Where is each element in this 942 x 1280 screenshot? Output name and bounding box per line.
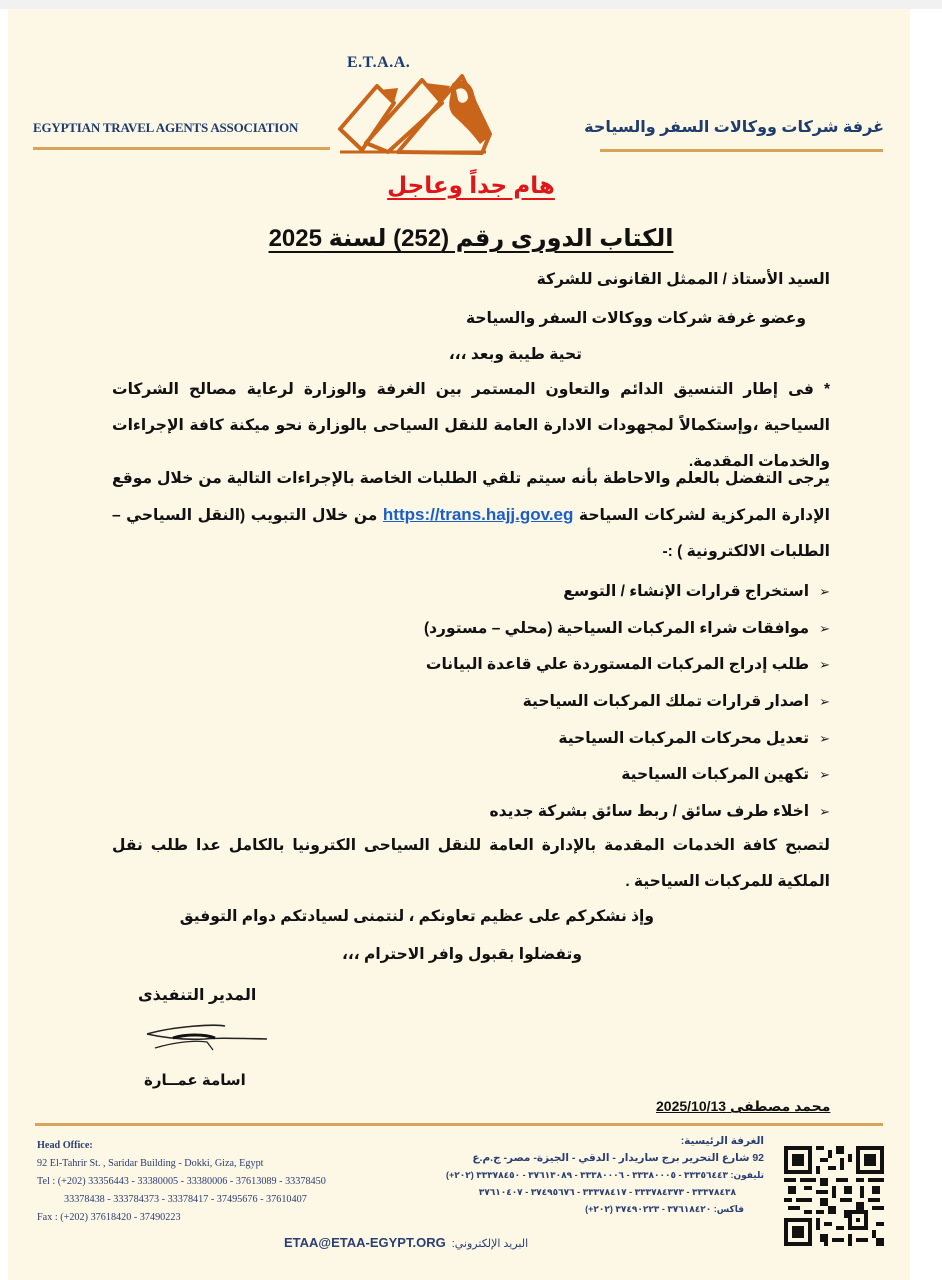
footer-fax-en: Fax : (+202) 37618420 - 37490223 xyxy=(37,1212,181,1223)
arrow-bullet-icon: ➢ xyxy=(819,584,830,600)
association-name-en: EGYPTIAN TRAVEL AGENTS ASSOCIATION xyxy=(33,120,299,135)
list-item-text: اخلاء طرف سائق / ربط سائق بشركة جديده xyxy=(489,802,810,820)
signatory-name: اسامة عمــارة xyxy=(144,1072,246,1089)
salutation-line-1: السيد الأستاذ / الممثل القانونى للشركة xyxy=(536,271,830,288)
arrow-bullet-icon: ➢ xyxy=(819,657,830,673)
notice-text-after-link: من خلال التبويب (النقل السياحي – الطلبات الالكترونية ) :- xyxy=(112,507,830,560)
arrow-bullet-icon: ➢ xyxy=(819,730,830,746)
arrow-bullet-icon: ➢ xyxy=(819,620,830,636)
top-bar xyxy=(0,0,942,9)
arrow-bullet-icon: ➢ xyxy=(819,694,830,710)
list-item-text: طلب إدراج المركبات المستوردة علي قاعدة البيانات xyxy=(425,656,810,674)
conclusion-paragraph: لتصبح كافة الخدمات المقدمة بالإدارة العامة للنقل السياحى الكترونيا بالكامل عدا طلب نقل الملكية للمركبات السياحية . xyxy=(112,837,830,890)
pyramids-sphinx-logo-icon xyxy=(332,68,492,158)
list-item-text: موافقات شراء المركبات السياحية (محلي – مستورد) xyxy=(423,619,810,637)
footer-tel-ar-2: ٣٣٣٧٨٤٣٨ - ٣٣٣٧٨٤٣٧٣ - ٣٣٣٧٨٤١٧ - ٣٧٤٩٥٦٧٦ - ٣٧٦١٠٤٠٧ xyxy=(478,1187,736,1197)
list-item xyxy=(424,794,830,831)
procedures-list xyxy=(424,574,830,830)
qr-code-icon xyxy=(784,1146,884,1246)
intro-paragraph: * فى إطار التنسيق الدائم والتعاون المستمر بين الغرفة والوزارة لرعاية مصالح الشركات السياحية ،وإستكمالاً لمجهودات الادارة العامة للنقل السياحى بالوزارة نحو ميكنة كافة الإجراءات والخدمات المقدمة. xyxy=(112,381,830,470)
footer-english xyxy=(37,1137,326,1227)
notice-paragraph xyxy=(112,461,830,570)
salutation-line-2: وعضو غرفة شركات ووكالات السفر والسياحة xyxy=(465,310,806,327)
footer-email xyxy=(284,1235,528,1250)
header-rule-left xyxy=(33,147,330,150)
list-item xyxy=(424,720,830,757)
footer-fax-ar: فاكس: ٣٧٦١٨٤٢٠ - ٣٧٤٩٠٢٢٣ (٢٠٢+) xyxy=(585,1204,744,1214)
footer-tel-en-1: Tel : (+202) 33356443 - 33380005 - 33380006 - 37613089 - 33378450 xyxy=(37,1176,326,1187)
closing-line: وتفضلوا بقبول وافر الاحترام ،،، xyxy=(341,946,582,963)
footer-address-en: 92 El-Tahrir St. , Saridar Building - Dokki, Giza, Egypt xyxy=(37,1158,264,1169)
email-address[interactable]: ETAA@ETAA-EGYPT.ORG xyxy=(284,1235,446,1250)
signatory-title: المدير التنفيذى xyxy=(138,987,257,1004)
thanks-line: وإذ نشكركم على عظيم تعاونكم ، لنتمنى لسيادتكم دوام التوفيق xyxy=(179,908,654,925)
list-item xyxy=(424,611,830,648)
footer-tel-en-2: 33378438 - 333784373 - 33378417 - 37495676 - 37610407 xyxy=(64,1194,307,1205)
logo-abbreviation: E.T.A.A. xyxy=(347,54,411,71)
list-item-text: تكهين المركبات السياحية xyxy=(621,766,810,784)
footer-tel-ar-1: تليفون: ٣٣٣٥٦٤٤٣ - ٣٣٣٨٠٠٠٥ - ٣٣٣٨٠٠٠٦ - ٣٧٦١٣٠٨٩ - ٣٣٣٧٨٤٥٠ (٢٠٢+) xyxy=(445,1170,764,1180)
footer-rule xyxy=(35,1123,883,1126)
circular-title xyxy=(0,224,942,253)
circular-title-text: الكتاب الدورى رقم (252) لسنة 2025 xyxy=(268,225,674,252)
list-item xyxy=(424,684,830,721)
notice-text-before-link: يرجى التفضل بالعلم والاحاطة بأنه سيتم تلقي الطلبات الخاصة بالإجراءات التالية من خلال موقع الإدارة المركزية لشركات السياحة xyxy=(112,470,830,524)
handwritten-signature-icon xyxy=(145,1022,270,1062)
urgent-heading xyxy=(0,172,942,199)
urgent-text: هام جداً وعاجل xyxy=(387,172,555,198)
list-item-text: اصدار قرارات تملك المركبات السياحية xyxy=(522,693,810,711)
footer-address-ar: 92 شارع التحرير برج ساريدار - الدقي - الجيزة- مصر- ج.م.ع xyxy=(472,1152,764,1164)
list-item xyxy=(424,647,830,684)
sender-and-date: محمد مصطفى 2025/10/13 xyxy=(656,1098,831,1114)
arrow-bullet-icon: ➢ xyxy=(819,767,830,783)
footer-arabic xyxy=(446,1133,764,1218)
arrow-bullet-icon: ➢ xyxy=(819,803,830,819)
list-item-text: تعديل محركات المركبات السياحية xyxy=(558,729,810,747)
email-label: البريد الإلكتروني: xyxy=(451,1238,529,1250)
association-name-ar: غرفة شركات ووكالات السفر والسياحة xyxy=(584,119,884,136)
list-item-text: استخراج قرارات الإنشاء / التوسع xyxy=(563,583,810,601)
footer-heading-ar: الغرفة الرئيسية: xyxy=(680,1135,764,1147)
greeting: تحية طيبة وبعد ،،، xyxy=(448,346,582,363)
footer-heading-en: Head Office: xyxy=(37,1140,93,1151)
header-rule-right xyxy=(600,149,883,152)
portal-link[interactable]: https://trans.hajj.gov.eg xyxy=(382,505,574,524)
list-item xyxy=(424,574,830,611)
list-item xyxy=(424,757,830,794)
